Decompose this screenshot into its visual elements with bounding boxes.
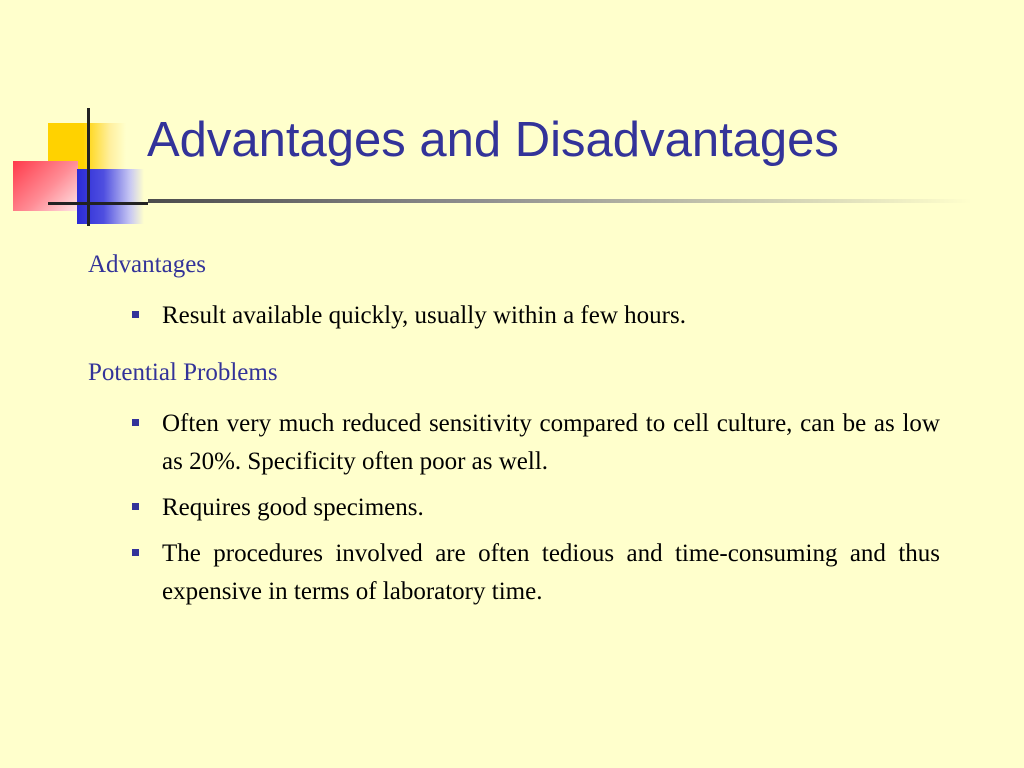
section-heading-advantages: Advantages: [88, 251, 207, 278]
bullet-text: Often very much reduced sensitivity compared to cell culture, can be as low as 20%. Specificity often poor as well.: [162, 410, 940, 475]
section-heading-potential-problems: Potential Problems: [88, 359, 278, 386]
square-bullet-icon: [132, 549, 139, 556]
bullet-text: The procedures involved are often tedious and time-consuming and thus expensive in terms of laboratory time.: [162, 540, 940, 605]
logo-horizontal-line: [48, 202, 148, 205]
logo-vertical-line: [87, 108, 90, 226]
square-bullet-icon: [132, 311, 139, 318]
bullet-item: [88, 535, 940, 611]
color-blocks-logo: [0, 0, 160, 240]
bullet-text: Result available quickly, usually within a few hours.: [162, 302, 686, 329]
bullet-item: [88, 297, 940, 335]
title-underline: [148, 199, 972, 203]
slide-body: [88, 247, 940, 611]
square-bullet-icon: [132, 419, 139, 426]
bullet-item: [88, 405, 940, 481]
bullet-text: Requires good specimens.: [162, 494, 424, 521]
bullet-item: [88, 489, 940, 527]
square-bullet-icon: [132, 503, 139, 510]
slide-title: Advantages and Disadvantages: [147, 113, 839, 167]
